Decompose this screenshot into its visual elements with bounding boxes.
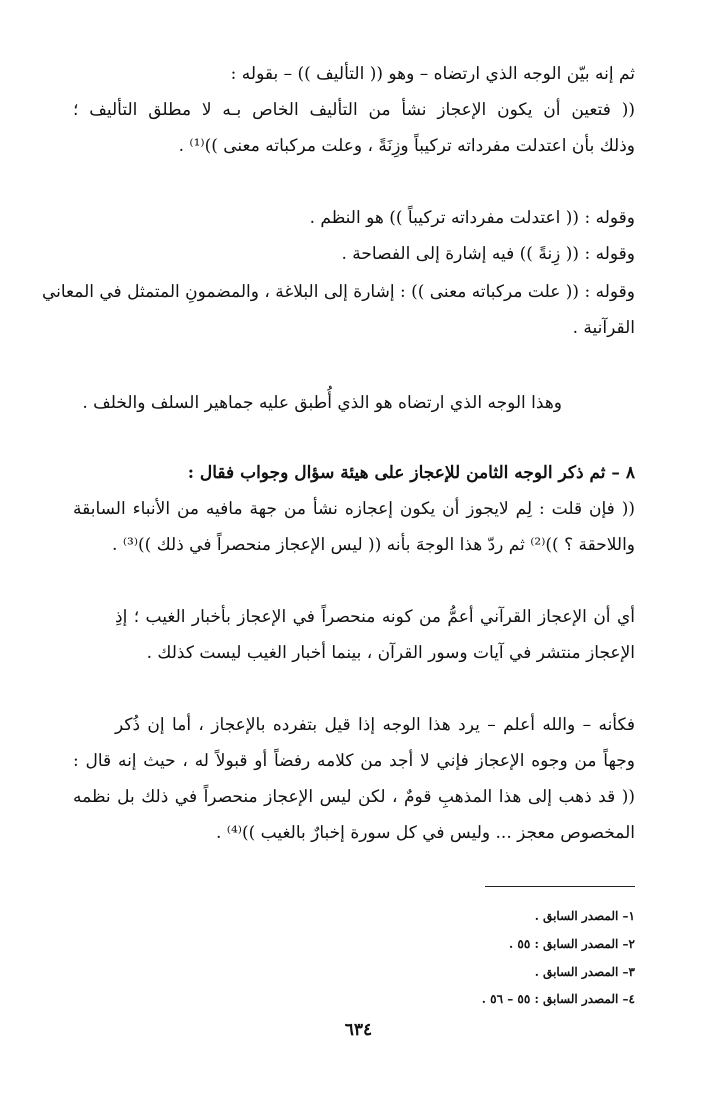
body-line-5: وقوله : (( زِنةً )) فيه إشارة إلى الفصاحة . [341,244,635,264]
body-line-7: القرآنية . [572,318,635,338]
body-line-14: فكأنه – والله أعلم – يرد هذا الوجه إذا قيل بتفرده بالإعجاز ، أما إن ذُكر [115,715,635,735]
footnote-4: ٤– المصدر السابق : ٥٥ – ٥٦ . [481,992,635,1006]
page-number: ٦٣٤ [344,1020,373,1040]
body-line-16: (( قد ذهب إلى هذا المذهبِ قومٌ ، لكن ليس الإعجاز منحصراً في ذلك بل نظمه [73,787,635,807]
footnote-2: ٢– المصدر السابق : ٥٥ . [509,937,635,951]
body-line-13: الإعجاز منتشر في آيات وسور القرآن ، بينما أخبار الغيب ليست كذلك . [146,643,635,663]
body-line-3: وذلك بأن اعتدلت مفرداته تركيباً وزِنَةً ، وعلت مركباته معنى ))⁽¹⁾ . [178,136,635,156]
body-line-8: وهذا الوجه الذي ارتضاه هو الذي أُطبق عليه جماهير السلف والخلف . [82,393,562,413]
body-line-10: (( فإن قلت : لِم لايجوز أن يكون إعجازه نشأ من جهة مافيه من الأنباء السابقة [73,499,635,519]
body-line-2: (( فتعين أن يكون الإعجاز نشأ من التأليف الخاص بـه لا مطلق التأليف ؛ [73,100,635,120]
body-line-6: وقوله : (( علت مركباته معنى )) : إشارة إلى البلاغة ، والمضمونِ المتمثل في المعاني [41,282,635,302]
body-line-4: وقوله : (( اعتدلت مفرداته تركيباً )) هو النظم . [309,208,635,228]
footnote-1: ١– المصدر السابق . [534,909,635,923]
footnote-3: ٣– المصدر السابق . [534,965,635,979]
body-line-12: أي أن الإعجاز القرآني أعمُّ من كونه منحصراً في الإعجاز بأخبار الغيب ؛ إذِ [115,607,635,627]
body-line-11: واللاحقة ؟ ))⁽²⁾ ثم ردّ هذا الوجهَ بأنه (( ليس الإعجاز منحصراً في ذلك ))⁽³⁾ . [112,535,635,555]
body-line-15: وجهاً من وجوه الإعجاز فإني لا أجد من كلامه رفضاً أو قبولاً له ، حيث إنه قال : [73,751,635,771]
body-line-1: ثم إنه بيّن الوجه الذي ارتضاه – وهو (( التأليف )) – بقوله : [230,64,635,84]
footnote-divider [485,886,635,887]
body-line-17: المخصوص معجز ... وليس في كل سورة إخبارٌ بالغيب ))⁽⁴⁾ . [215,823,635,843]
section-heading-8: ٨ – ثم ذكر الوجه الثامن للإعجاز على هيئة سؤال وجواب فقال : [187,463,635,483]
